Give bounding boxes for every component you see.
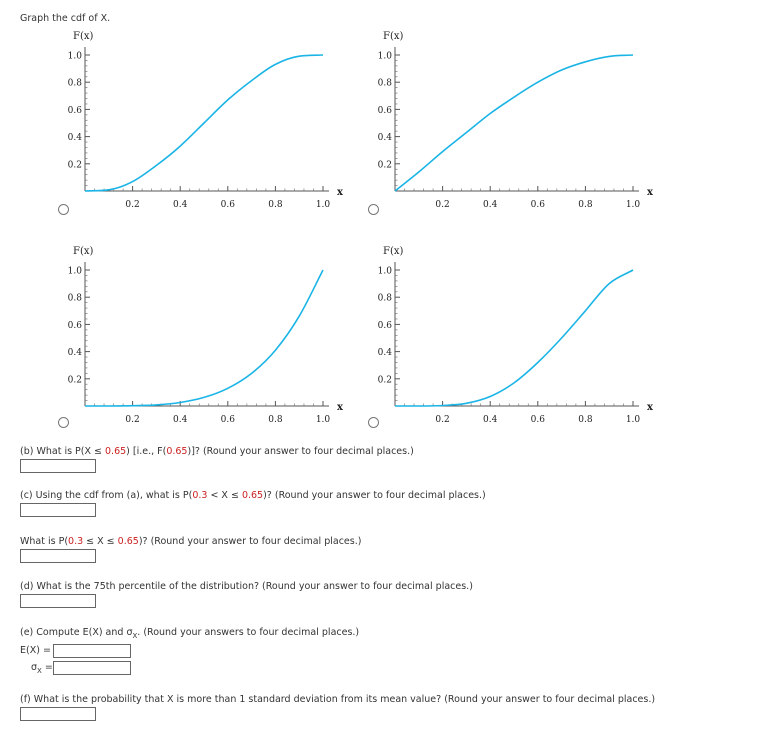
cdf-curve — [85, 55, 323, 191]
radio-option-c[interactable] — [58, 417, 69, 428]
cdf-plot-svg — [55, 30, 375, 235]
y-tick-label: 1.0 — [377, 51, 392, 62]
x-tick-label: 0.4 — [483, 415, 498, 425]
x-tick-label: 0.8 — [268, 415, 283, 425]
x-tick-label: 0.6 — [530, 415, 545, 425]
question-e: (e) Compute E(X) and $\sigma_X$. (Round your answers to four decimal places.) — [20, 627, 360, 640]
cdf-plot-svg — [55, 245, 375, 450]
answer-sigma-input[interactable] — [53, 661, 131, 675]
x-axis-label: x — [647, 402, 653, 413]
y-tick-label: 0.2 — [377, 375, 392, 386]
cdf-graph-c — [55, 245, 375, 450]
x-tick-label: 0.2 — [125, 200, 140, 210]
x-tick-label: 0.8 — [578, 200, 593, 210]
x-tick-label: 1.0 — [625, 415, 641, 425]
answer-c-input[interactable] — [20, 503, 96, 517]
radio-option-a[interactable] — [58, 204, 69, 215]
y-tick-label: 0.4 — [377, 133, 392, 144]
y-tick-label: 0.8 — [377, 78, 392, 89]
y-tick-label: 0.4 — [67, 348, 82, 359]
x-tick-label: 1.0 — [315, 415, 331, 425]
y-tick-label: 0.8 — [377, 293, 392, 304]
y-tick-label: 1.0 — [67, 51, 82, 62]
cdf-graph-d — [365, 245, 685, 450]
x-tick-label: 0.8 — [578, 415, 593, 425]
y-axis-label: F(x) — [73, 31, 94, 42]
x-tick-label: 0.2 — [125, 415, 140, 425]
y-tick-label: 1.0 — [67, 266, 82, 277]
cdf-graph-b — [365, 30, 685, 235]
x-axis-label: x — [337, 187, 343, 198]
x-tick-label: 1.0 — [625, 200, 641, 210]
y-tick-label: 0.6 — [67, 105, 82, 116]
cdf-curve — [395, 270, 633, 406]
x-tick-label: 0.6 — [220, 200, 235, 210]
y-tick-label: 0.8 — [67, 78, 82, 89]
y-tick-label: 0.2 — [377, 160, 392, 171]
y-axis-label: F(x) — [73, 246, 94, 257]
cdf-plot-svg — [365, 30, 685, 235]
x-axis-label: x — [337, 402, 343, 413]
y-tick-label: 0.6 — [377, 105, 392, 116]
question-f: (f) What is the probability that X is more than 1 standard deviation from its mean value? (Round your answer to four decimal places.) — [20, 694, 656, 705]
y-axis-label: F(x) — [383, 246, 404, 257]
answer-b-input[interactable] — [20, 459, 96, 473]
x-axis-label: x — [647, 187, 653, 198]
cdf-graph-a — [55, 30, 375, 235]
y-tick-label: 1.0 — [377, 266, 392, 277]
x-tick-label: 0.4 — [173, 200, 188, 210]
question-c: (c) Using the cdf from (a), what is P(0.3 < X ≤ 0.65)? (Round your answer to four decimal places.) — [20, 490, 486, 501]
y-tick-label: 0.8 — [67, 293, 82, 304]
x-tick-label: 0.4 — [483, 200, 498, 210]
answer-c2-input[interactable] — [20, 549, 96, 563]
y-tick-label: 0.4 — [377, 348, 392, 359]
x-tick-label: 0.2 — [435, 200, 450, 210]
answer-ex-input[interactable] — [53, 644, 131, 658]
y-tick-label: 0.6 — [377, 320, 392, 331]
cdf-curve — [395, 55, 633, 191]
x-tick-label: 1.0 — [315, 200, 331, 210]
ex-label: E(X) = — [20, 645, 51, 656]
y-tick-label: 0.2 — [67, 375, 82, 386]
x-tick-label: 0.8 — [268, 200, 283, 210]
answer-f-input[interactable] — [20, 707, 96, 721]
x-tick-label: 0.6 — [530, 200, 545, 210]
x-tick-label: 0.4 — [173, 415, 188, 425]
question-c2: What is P(0.3 ≤ X ≤ 0.65)? (Round your answer to four decimal places.) — [20, 536, 362, 547]
question-b: (b) What is P(X ≤ 0.65) [i.e., F(0.65)]? (Round your answer to four decimal places.) — [20, 446, 414, 457]
y-tick-label: 0.6 — [67, 320, 82, 331]
x-tick-label: 0.6 — [220, 415, 235, 425]
y-axis-label: F(x) — [383, 31, 404, 42]
sigma-label: $\sigma_X$ = — [31, 662, 53, 675]
cdf-plot-svg — [365, 245, 685, 450]
radio-option-b[interactable] — [368, 204, 379, 215]
x-tick-label: 0.2 — [435, 415, 450, 425]
y-tick-label: 0.2 — [67, 160, 82, 171]
question-d: (d) What is the 75th percentile of the distribution? (Round your answer to four decimal places.) — [20, 581, 473, 592]
intro-text: Graph the cdf of X. — [20, 13, 111, 24]
radio-option-d[interactable] — [368, 417, 379, 428]
y-tick-label: 0.4 — [67, 133, 82, 144]
answer-d-input[interactable] — [20, 594, 96, 608]
cdf-curve — [85, 270, 323, 406]
